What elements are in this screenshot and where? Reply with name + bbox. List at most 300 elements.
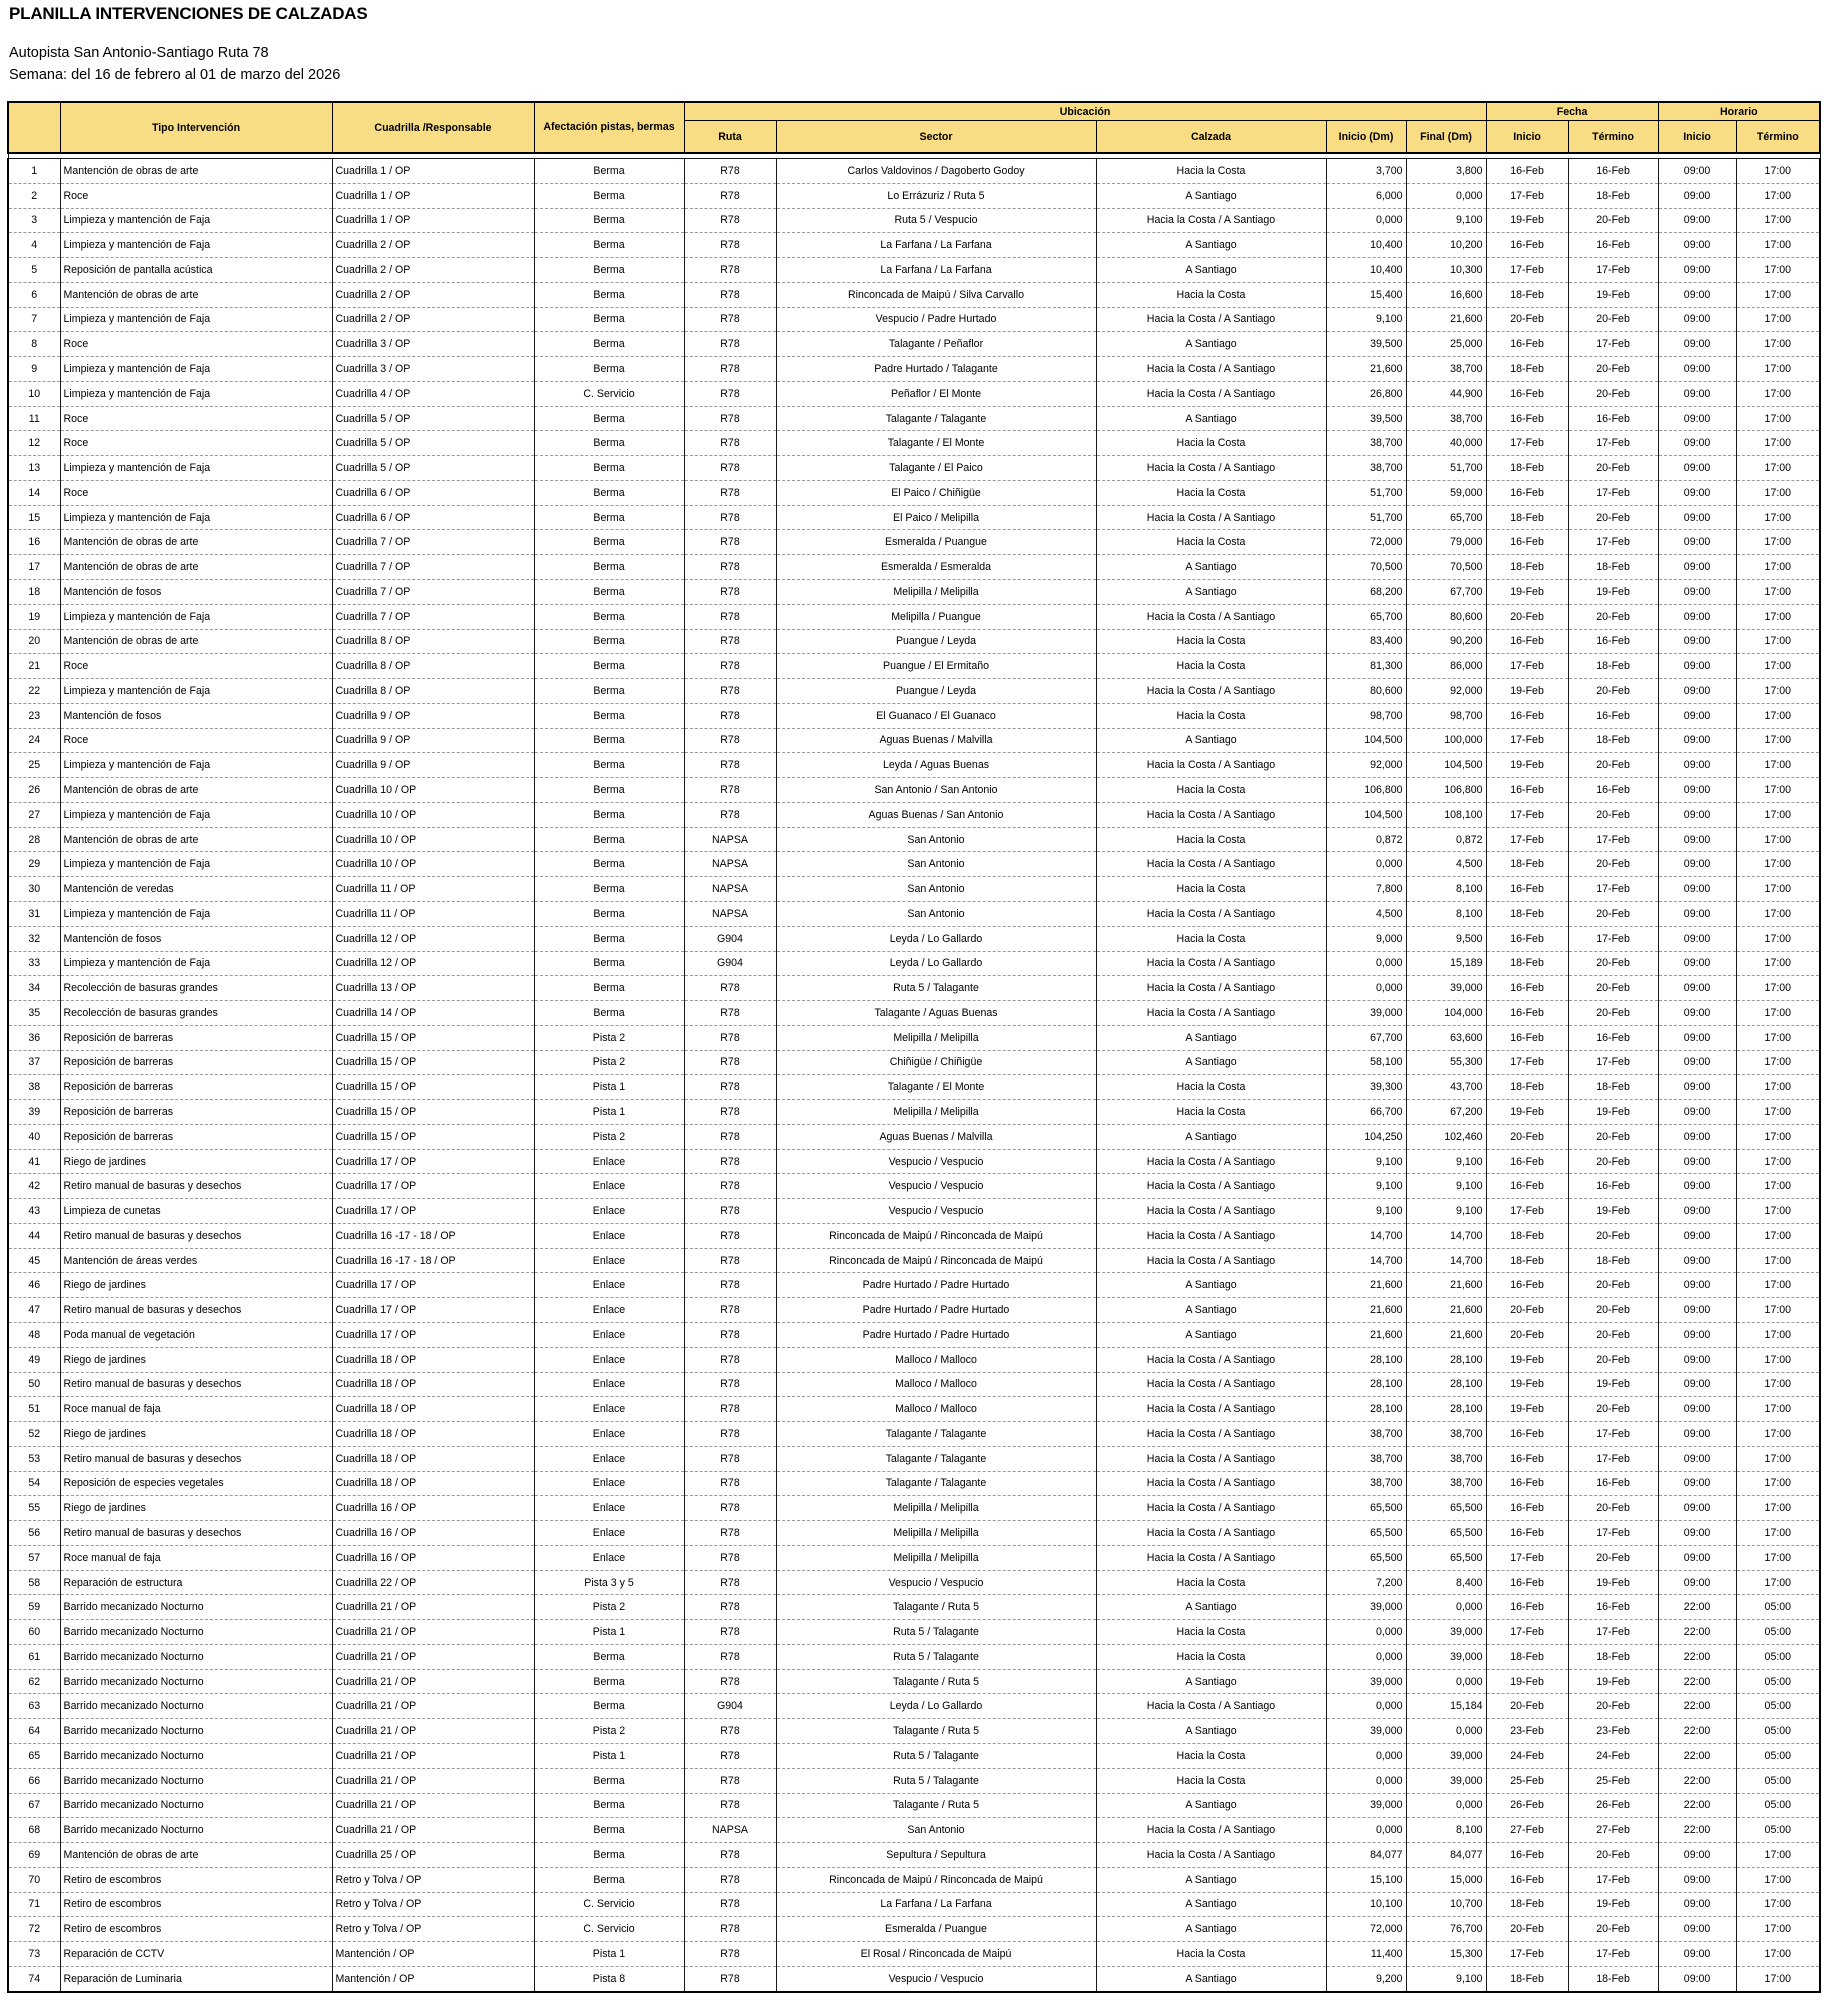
cuadrilla-cell: Cuadrilla 2 / OP — [332, 307, 534, 332]
hora-inicio-cell: 09:00 — [1658, 208, 1736, 233]
tipo-intervencion-cell: Roce manual de faja — [60, 1545, 332, 1570]
ruta-cell: R78 — [684, 1322, 776, 1347]
cuadrilla-cell: Cuadrilla 16 / OP — [332, 1521, 534, 1546]
tipo-intervencion-cell: Limpieza y mantención de Faja — [60, 233, 332, 258]
header-num — [8, 102, 60, 153]
fecha-inicio-cell: 26-Feb — [1486, 1793, 1568, 1818]
ruta-cell: R78 — [684, 1917, 776, 1942]
tipo-intervencion-cell: Limpieza y mantención de Faja — [60, 753, 332, 778]
hora-termino-cell: 17:00 — [1736, 604, 1820, 629]
final-dm-cell: 0,000 — [1406, 1719, 1486, 1744]
final-dm-cell: 10,700 — [1406, 1892, 1486, 1917]
fecha-inicio-cell: 17-Feb — [1486, 1620, 1568, 1645]
ruta-cell: R78 — [684, 1149, 776, 1174]
inicio-dm-cell: 0,872 — [1326, 827, 1406, 852]
tipo-intervencion-cell: Reposición de barreras — [60, 1050, 332, 1075]
afectacion-cell: Berma — [534, 208, 684, 233]
hora-termino-cell: 17:00 — [1736, 1422, 1820, 1447]
table-row — [8, 456, 1820, 481]
sector-cell: Aguas Buenas / Malvilla — [776, 728, 1096, 753]
tipo-intervencion-cell: Recolección de basuras grandes — [60, 976, 332, 1001]
ruta-cell: R78 — [684, 1843, 776, 1868]
fecha-termino-cell: 25-Feb — [1568, 1768, 1658, 1793]
calzada-cell: Hacia la Costa / A Santiago — [1096, 753, 1326, 778]
calzada-cell: A Santiago — [1096, 233, 1326, 258]
inicio-dm-cell: 14,700 — [1326, 1223, 1406, 1248]
sector-cell: Aguas Buenas / Malvilla — [776, 1124, 1096, 1149]
sector-cell: Malloco / Malloco — [776, 1397, 1096, 1422]
final-dm-cell: 25,000 — [1406, 332, 1486, 357]
hora-termino-cell: 17:00 — [1736, 480, 1820, 505]
ruta-cell: R78 — [684, 1942, 776, 1967]
inicio-dm-cell: 28,100 — [1326, 1397, 1406, 1422]
final-dm-cell: 15,189 — [1406, 951, 1486, 976]
fecha-termino-cell: 17-Feb — [1568, 877, 1658, 902]
ruta-cell: R78 — [684, 1570, 776, 1595]
sector-cell: La Farfana / La Farfana — [776, 258, 1096, 283]
hora-inicio-cell: 09:00 — [1658, 1001, 1736, 1026]
final-dm-cell: 100,000 — [1406, 728, 1486, 753]
inicio-dm-cell: 58,100 — [1326, 1050, 1406, 1075]
cuadrilla-cell: Cuadrilla 21 / OP — [332, 1595, 534, 1620]
header-sector: Sector — [776, 121, 1096, 154]
hora-inicio-cell: 09:00 — [1658, 654, 1736, 679]
tipo-intervencion-cell: Retiro manual de basuras y desechos — [60, 1174, 332, 1199]
final-dm-cell: 21,600 — [1406, 307, 1486, 332]
table-row — [8, 1050, 1820, 1075]
sector-cell: San Antonio — [776, 827, 1096, 852]
cuadrilla-cell: Cuadrilla 10 / OP — [332, 778, 534, 803]
cuadrilla-cell: Cuadrilla 2 / OP — [332, 233, 534, 258]
cuadrilla-cell: Cuadrilla 10 / OP — [332, 827, 534, 852]
calzada-cell: Hacia la Costa / A Santiago — [1096, 1422, 1326, 1447]
row-number-cell: 39 — [8, 1100, 60, 1125]
cuadrilla-cell: Cuadrilla 17 / OP — [332, 1273, 534, 1298]
fecha-inicio-cell: 16-Feb — [1486, 778, 1568, 803]
cuadrilla-cell: Cuadrilla 15 / OP — [332, 1100, 534, 1125]
hora-termino-cell: 17:00 — [1736, 1570, 1820, 1595]
table-row — [8, 1446, 1820, 1471]
hora-termino-cell: 17:00 — [1736, 233, 1820, 258]
row-number-cell: 51 — [8, 1397, 60, 1422]
cuadrilla-cell: Cuadrilla 2 / OP — [332, 258, 534, 283]
hora-termino-cell: 05:00 — [1736, 1744, 1820, 1769]
row-number-cell: 59 — [8, 1595, 60, 1620]
hora-inicio-cell: 09:00 — [1658, 1570, 1736, 1595]
tipo-intervencion-cell: Riego de jardines — [60, 1149, 332, 1174]
hora-termino-cell: 17:00 — [1736, 1372, 1820, 1397]
fecha-inicio-cell: 16-Feb — [1486, 976, 1568, 1001]
table-row — [8, 679, 1820, 704]
calzada-cell: Hacia la Costa — [1096, 1075, 1326, 1100]
row-number-cell: 3 — [8, 208, 60, 233]
table-row — [8, 1347, 1820, 1372]
final-dm-cell: 9,100 — [1406, 1149, 1486, 1174]
fecha-termino-cell: 20-Feb — [1568, 951, 1658, 976]
ruta-cell: R78 — [684, 1100, 776, 1125]
calzada-cell: A Santiago — [1096, 555, 1326, 580]
table-row — [8, 604, 1820, 629]
header-horario: Horario — [1658, 102, 1820, 121]
cuadrilla-cell: Cuadrilla 21 / OP — [332, 1694, 534, 1719]
calzada-cell: Hacia la Costa / A Santiago — [1096, 901, 1326, 926]
calzada-cell: A Santiago — [1096, 1867, 1326, 1892]
ruta-cell: R78 — [684, 1669, 776, 1694]
hora-inicio-cell: 09:00 — [1658, 456, 1736, 481]
afectacion-cell: Berma — [534, 802, 684, 827]
cuadrilla-cell: Cuadrilla 8 / OP — [332, 654, 534, 679]
fecha-inicio-cell: 19-Feb — [1486, 1397, 1568, 1422]
fecha-inicio-cell: 16-Feb — [1486, 1843, 1568, 1868]
calzada-cell: Hacia la Costa / A Santiago — [1096, 1496, 1326, 1521]
final-dm-cell: 21,600 — [1406, 1273, 1486, 1298]
fecha-termino-cell: 19-Feb — [1568, 1372, 1658, 1397]
tipo-intervencion-cell: Mantención de obras de arte — [60, 530, 332, 555]
table-row — [8, 951, 1820, 976]
cuadrilla-cell: Mantención / OP — [332, 1966, 534, 1991]
cuadrilla-cell: Cuadrilla 12 / OP — [332, 926, 534, 951]
final-dm-cell: 9,100 — [1406, 1174, 1486, 1199]
table-row — [8, 1744, 1820, 1769]
tipo-intervencion-cell: Barrido mecanizado Nocturno — [60, 1595, 332, 1620]
inicio-dm-cell: 51,700 — [1326, 480, 1406, 505]
cuadrilla-cell: Cuadrilla 12 / OP — [332, 951, 534, 976]
hora-termino-cell: 17:00 — [1736, 877, 1820, 902]
sector-cell: Ruta 5 / Vespucio — [776, 208, 1096, 233]
ruta-cell: R78 — [684, 1644, 776, 1669]
fecha-inicio-cell: 19-Feb — [1486, 208, 1568, 233]
ruta-cell: R78 — [684, 456, 776, 481]
afectacion-cell: C. Servicio — [534, 1892, 684, 1917]
ruta-cell: R78 — [684, 1719, 776, 1744]
table-header — [8, 102, 1820, 153]
cuadrilla-cell: Cuadrilla 18 / OP — [332, 1471, 534, 1496]
cuadrilla-cell: Cuadrilla 15 / OP — [332, 1075, 534, 1100]
afectacion-cell: Pista 2 — [534, 1719, 684, 1744]
cuadrilla-cell: Cuadrilla 15 / OP — [332, 1050, 534, 1075]
table-row — [8, 1471, 1820, 1496]
final-dm-cell: 90,200 — [1406, 629, 1486, 654]
row-number-cell: 2 — [8, 183, 60, 208]
inicio-dm-cell: 65,700 — [1326, 604, 1406, 629]
hora-inicio-cell: 09:00 — [1658, 159, 1736, 184]
afectacion-cell: Berma — [534, 827, 684, 852]
afectacion-cell: Pista 2 — [534, 1124, 684, 1149]
sector-cell: Melipilla / Melipilla — [776, 1496, 1096, 1521]
row-number-cell: 72 — [8, 1917, 60, 1942]
inicio-dm-cell: 21,600 — [1326, 357, 1406, 382]
tipo-intervencion-cell: Retiro manual de basuras y desechos — [60, 1521, 332, 1546]
afectacion-cell: Berma — [534, 951, 684, 976]
inicio-dm-cell: 0,000 — [1326, 1694, 1406, 1719]
cuadrilla-cell: Cuadrilla 18 / OP — [332, 1347, 534, 1372]
inicio-dm-cell: 65,500 — [1326, 1496, 1406, 1521]
afectacion-cell: Berma — [534, 431, 684, 456]
inicio-dm-cell: 14,700 — [1326, 1248, 1406, 1273]
cuadrilla-cell: Cuadrilla 18 / OP — [332, 1372, 534, 1397]
hora-inicio-cell: 09:00 — [1658, 431, 1736, 456]
ruta-cell: R78 — [684, 1966, 776, 1991]
sector-cell: Carlos Valdovinos / Dagoberto Godoy — [776, 159, 1096, 184]
fecha-termino-cell: 19-Feb — [1568, 1892, 1658, 1917]
table-row — [8, 505, 1820, 530]
afectacion-cell: Berma — [534, 406, 684, 431]
fecha-termino-cell: 20-Feb — [1568, 679, 1658, 704]
calzada-cell: A Santiago — [1096, 258, 1326, 283]
fecha-inicio-cell: 25-Feb — [1486, 1768, 1568, 1793]
fecha-inicio-cell: 19-Feb — [1486, 1669, 1568, 1694]
inicio-dm-cell: 39,000 — [1326, 1719, 1406, 1744]
hora-inicio-cell: 09:00 — [1658, 926, 1736, 951]
fecha-termino-cell: 20-Feb — [1568, 1545, 1658, 1570]
fecha-termino-cell: 20-Feb — [1568, 753, 1658, 778]
final-dm-cell: 98,700 — [1406, 703, 1486, 728]
tipo-intervencion-cell: Riego de jardines — [60, 1347, 332, 1372]
sector-cell: El Paico / Chiñigüe — [776, 480, 1096, 505]
row-number-cell: 6 — [8, 282, 60, 307]
row-number-cell: 9 — [8, 357, 60, 382]
sector-cell: Ruta 5 / Talagante — [776, 1744, 1096, 1769]
row-number-cell: 70 — [8, 1867, 60, 1892]
table-row — [8, 1075, 1820, 1100]
fecha-inicio-cell: 17-Feb — [1486, 183, 1568, 208]
afectacion-cell: Berma — [534, 233, 684, 258]
tipo-intervencion-cell: Reparación de CCTV — [60, 1942, 332, 1967]
fecha-inicio-cell: 16-Feb — [1486, 1471, 1568, 1496]
hora-inicio-cell: 09:00 — [1658, 1545, 1736, 1570]
fecha-termino-cell: 17-Feb — [1568, 827, 1658, 852]
table-row — [8, 1942, 1820, 1967]
ruta-cell: NAPSA — [684, 901, 776, 926]
row-number-cell: 35 — [8, 1001, 60, 1026]
hora-termino-cell: 17:00 — [1736, 827, 1820, 852]
hora-termino-cell: 05:00 — [1736, 1818, 1820, 1843]
hora-termino-cell: 17:00 — [1736, 505, 1820, 530]
calzada-cell: A Santiago — [1096, 1273, 1326, 1298]
fecha-termino-cell: 16-Feb — [1568, 1471, 1658, 1496]
table-row — [8, 307, 1820, 332]
row-number-cell: 61 — [8, 1644, 60, 1669]
tipo-intervencion-cell: Barrido mecanizado Nocturno — [60, 1719, 332, 1744]
fecha-termino-cell: 17-Feb — [1568, 1422, 1658, 1447]
sector-cell: Rinconcada de Maipú / Rinconcada de Maipú — [776, 1223, 1096, 1248]
table-row — [8, 357, 1820, 382]
row-number-cell: 54 — [8, 1471, 60, 1496]
hora-inicio-cell: 09:00 — [1658, 1100, 1736, 1125]
inicio-dm-cell: 92,000 — [1326, 753, 1406, 778]
cuadrilla-cell: Retro y Tolva / OP — [332, 1917, 534, 1942]
sector-cell: Talagante / Ruta 5 — [776, 1719, 1096, 1744]
hora-termino-cell: 17:00 — [1736, 1100, 1820, 1125]
inicio-dm-cell: 7,200 — [1326, 1570, 1406, 1595]
sector-cell: Esmeralda / Puangue — [776, 1917, 1096, 1942]
table-row — [8, 1372, 1820, 1397]
row-number-cell: 38 — [8, 1075, 60, 1100]
cuadrilla-cell: Cuadrilla 7 / OP — [332, 580, 534, 605]
hora-inicio-cell: 09:00 — [1658, 1867, 1736, 1892]
hora-termino-cell: 17:00 — [1736, 1892, 1820, 1917]
sector-cell: Vespucio / Padre Hurtado — [776, 307, 1096, 332]
fecha-termino-cell: 20-Feb — [1568, 1149, 1658, 1174]
fecha-termino-cell: 18-Feb — [1568, 1075, 1658, 1100]
hora-termino-cell: 17:00 — [1736, 654, 1820, 679]
table-row — [8, 1694, 1820, 1719]
afectacion-cell: Berma — [534, 901, 684, 926]
fecha-inicio-cell: 17-Feb — [1486, 827, 1568, 852]
tipo-intervencion-cell: Limpieza y mantención de Faja — [60, 604, 332, 629]
fecha-inicio-cell: 16-Feb — [1486, 926, 1568, 951]
calzada-cell: Hacia la Costa / A Santiago — [1096, 1545, 1326, 1570]
hora-termino-cell: 17:00 — [1736, 1397, 1820, 1422]
cuadrilla-cell: Cuadrilla 4 / OP — [332, 381, 534, 406]
sector-cell: Talagante / Talagante — [776, 1446, 1096, 1471]
cuadrilla-cell: Cuadrilla 1 / OP — [332, 159, 534, 184]
row-number-cell: 10 — [8, 381, 60, 406]
hora-inicio-cell: 09:00 — [1658, 332, 1736, 357]
sector-cell: Melipilla / Melipilla — [776, 1545, 1096, 1570]
tipo-intervencion-cell: Barrido mecanizado Nocturno — [60, 1818, 332, 1843]
fecha-termino-cell: 18-Feb — [1568, 183, 1658, 208]
hora-inicio-cell: 09:00 — [1658, 1174, 1736, 1199]
fecha-termino-cell: 16-Feb — [1568, 1025, 1658, 1050]
inicio-dm-cell: 0,000 — [1326, 976, 1406, 1001]
hora-inicio-cell: 09:00 — [1658, 1149, 1736, 1174]
hora-inicio-cell: 09:00 — [1658, 604, 1736, 629]
sector-cell: Talagante / El Monte — [776, 1075, 1096, 1100]
afectacion-cell: Berma — [534, 332, 684, 357]
hora-termino-cell: 17:00 — [1736, 1322, 1820, 1347]
final-dm-cell: 67,700 — [1406, 580, 1486, 605]
final-dm-cell: 102,460 — [1406, 1124, 1486, 1149]
table-row — [8, 1422, 1820, 1447]
tipo-intervencion-cell: Retiro de escombros — [60, 1917, 332, 1942]
hora-inicio-cell: 09:00 — [1658, 1942, 1736, 1967]
final-dm-cell: 16,600 — [1406, 282, 1486, 307]
cuadrilla-cell: Cuadrilla 14 / OP — [332, 1001, 534, 1026]
tipo-intervencion-cell: Retiro manual de basuras y desechos — [60, 1223, 332, 1248]
tipo-intervencion-cell: Riego de jardines — [60, 1273, 332, 1298]
table-row — [8, 159, 1820, 184]
fecha-termino-cell: 17-Feb — [1568, 1050, 1658, 1075]
afectacion-cell: Berma — [534, 1818, 684, 1843]
fecha-inicio-cell: 18-Feb — [1486, 357, 1568, 382]
row-number-cell: 48 — [8, 1322, 60, 1347]
calzada-cell: Hacia la Costa / A Santiago — [1096, 1471, 1326, 1496]
final-dm-cell: 21,600 — [1406, 1298, 1486, 1323]
fecha-termino-cell: 19-Feb — [1568, 1570, 1658, 1595]
table-row — [8, 877, 1820, 902]
row-number-cell: 50 — [8, 1372, 60, 1397]
row-number-cell: 67 — [8, 1793, 60, 1818]
afectacion-cell: Pista 1 — [534, 1075, 684, 1100]
fecha-termino-cell: 20-Feb — [1568, 381, 1658, 406]
final-dm-cell: 28,100 — [1406, 1397, 1486, 1422]
hora-inicio-cell: 09:00 — [1658, 827, 1736, 852]
inicio-dm-cell: 9,100 — [1326, 1149, 1406, 1174]
final-dm-cell: 106,800 — [1406, 778, 1486, 803]
row-number-cell: 24 — [8, 728, 60, 753]
fecha-termino-cell: 17-Feb — [1568, 530, 1658, 555]
inicio-dm-cell: 21,600 — [1326, 1298, 1406, 1323]
row-number-cell: 12 — [8, 431, 60, 456]
table-row — [8, 1818, 1820, 1843]
fecha-termino-cell: 20-Feb — [1568, 1496, 1658, 1521]
hora-termino-cell: 17:00 — [1736, 1545, 1820, 1570]
row-number-cell: 4 — [8, 233, 60, 258]
sector-cell: El Rosal / Rinconcada de Maipú — [776, 1942, 1096, 1967]
inicio-dm-cell: 65,500 — [1326, 1545, 1406, 1570]
ruta-cell: NAPSA — [684, 827, 776, 852]
calzada-cell: A Santiago — [1096, 332, 1326, 357]
hora-termino-cell: 17:00 — [1736, 1248, 1820, 1273]
ruta-cell: R78 — [684, 1496, 776, 1521]
hora-inicio-cell: 09:00 — [1658, 1917, 1736, 1942]
table-row — [8, 1768, 1820, 1793]
calzada-cell: A Santiago — [1096, 1793, 1326, 1818]
calzada-cell: Hacia la Costa / A Santiago — [1096, 456, 1326, 481]
ruta-cell: G904 — [684, 926, 776, 951]
interventions-table — [7, 101, 1821, 1993]
final-dm-cell: 55,300 — [1406, 1050, 1486, 1075]
cuadrilla-cell: Retro y Tolva / OP — [332, 1867, 534, 1892]
ruta-cell: R78 — [684, 1372, 776, 1397]
afectacion-cell: Enlace — [534, 1199, 684, 1224]
sector-cell: Talagante / Ruta 5 — [776, 1595, 1096, 1620]
cuadrilla-cell: Cuadrilla 17 / OP — [332, 1149, 534, 1174]
final-dm-cell: 65,500 — [1406, 1545, 1486, 1570]
sector-cell: El Guanaco / El Guanaco — [776, 703, 1096, 728]
table-row — [8, 926, 1820, 951]
cuadrilla-cell: Cuadrilla 8 / OP — [332, 679, 534, 704]
sector-cell: Puangue / Leyda — [776, 629, 1096, 654]
table-row — [8, 1273, 1820, 1298]
cuadrilla-cell: Cuadrilla 21 / OP — [332, 1644, 534, 1669]
table-row — [8, 258, 1820, 283]
hora-inicio-cell: 09:00 — [1658, 1446, 1736, 1471]
tipo-intervencion-cell: Mantención de fosos — [60, 926, 332, 951]
ruta-cell: R78 — [684, 1867, 776, 1892]
final-dm-cell: 28,100 — [1406, 1347, 1486, 1372]
ruta-cell: R78 — [684, 629, 776, 654]
table-row — [8, 1545, 1820, 1570]
fecha-inicio-cell: 16-Feb — [1486, 530, 1568, 555]
hora-termino-cell: 17:00 — [1736, 282, 1820, 307]
fecha-inicio-cell: 18-Feb — [1486, 852, 1568, 877]
tipo-intervencion-cell: Roce — [60, 480, 332, 505]
inicio-dm-cell: 0,000 — [1326, 1768, 1406, 1793]
ruta-cell: R78 — [684, 431, 776, 456]
table-row — [8, 480, 1820, 505]
cuadrilla-cell: Cuadrilla 9 / OP — [332, 703, 534, 728]
fecha-inicio-cell: 19-Feb — [1486, 679, 1568, 704]
hora-termino-cell: 17:00 — [1736, 679, 1820, 704]
hora-termino-cell: 17:00 — [1736, 1966, 1820, 1991]
tipo-intervencion-cell: Limpieza y mantención de Faja — [60, 456, 332, 481]
header-calzada: Calzada — [1096, 121, 1326, 154]
inicio-dm-cell: 0,000 — [1326, 1744, 1406, 1769]
afectacion-cell: Berma — [534, 456, 684, 481]
tipo-intervencion-cell: Limpieza y mantención de Faja — [60, 208, 332, 233]
fecha-termino-cell: 17-Feb — [1568, 1620, 1658, 1645]
final-dm-cell: 39,000 — [1406, 1644, 1486, 1669]
row-number-cell: 42 — [8, 1174, 60, 1199]
final-dm-cell: 0,000 — [1406, 1595, 1486, 1620]
inicio-dm-cell: 81,300 — [1326, 654, 1406, 679]
fecha-termino-cell: 20-Feb — [1568, 505, 1658, 530]
row-number-cell: 36 — [8, 1025, 60, 1050]
fecha-inicio-cell: 16-Feb — [1486, 233, 1568, 258]
calzada-cell: Hacia la Costa / A Santiago — [1096, 1372, 1326, 1397]
